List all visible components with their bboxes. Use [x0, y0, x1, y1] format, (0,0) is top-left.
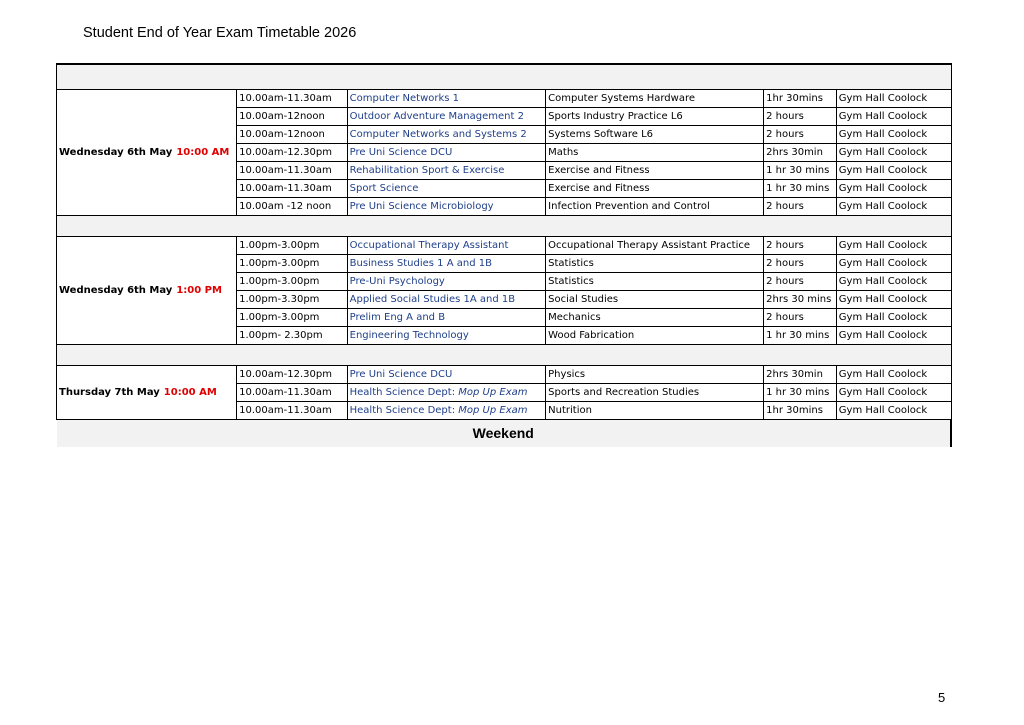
- module-cell: [347, 108, 546, 126]
- exam-location: Gym Hall Coolock: [836, 126, 951, 144]
- module-cell: [347, 327, 546, 345]
- exam-subject: Sports and Recreation Studies: [546, 384, 764, 402]
- exam-location: Gym Hall Coolock: [836, 144, 951, 162]
- module-name: Rehabilitation Sport & Exercise: [349, 165, 505, 176]
- exam-subject: Nutrition: [546, 402, 764, 420]
- exam-location: Gym Hall Coolock: [836, 108, 951, 126]
- exam-duration: 1 hr 30 mins: [764, 327, 837, 345]
- timetable-body: [57, 64, 952, 447]
- module-name: Computer Networks and Systems 2: [349, 129, 527, 140]
- exam-duration: 2 hours: [764, 309, 837, 327]
- spacer-cell: [57, 345, 952, 366]
- module-note: Mop Up Exam: [458, 405, 528, 416]
- exam-duration: 2hrs 30 mins: [764, 291, 837, 309]
- exam-duration: 2 hours: [764, 273, 837, 291]
- module-cell: [347, 90, 546, 108]
- exam-subject: Exercise and Fitness: [546, 180, 764, 198]
- exam-duration: 2 hours: [764, 255, 837, 273]
- exam-duration: 1 hr 30 mins: [764, 384, 837, 402]
- exam-time: 1.00pm-3.00pm: [237, 255, 348, 273]
- exam-duration: 1hr 30mins: [764, 402, 837, 420]
- module-name: Health Science Dept:: [349, 387, 459, 398]
- exam-subject: Exercise and Fitness: [546, 162, 764, 180]
- spacer-row: [57, 64, 952, 90]
- exam-location: Gym Hall Coolock: [836, 327, 951, 345]
- exam-location: Gym Hall Coolock: [836, 180, 951, 198]
- timetable-table: [56, 63, 952, 447]
- exam-time: 10.00am-12.30pm: [237, 366, 348, 384]
- exam-duration: 1 hr 30 mins: [764, 162, 837, 180]
- module-cell: [347, 126, 546, 144]
- day-label: Wednesday 6th May: [59, 147, 173, 158]
- module-name: Business Studies 1 A and 1B: [349, 258, 492, 269]
- exam-subject: Occupational Therapy Assistant Practice: [546, 237, 764, 255]
- module-cell: [347, 402, 546, 420]
- exam-subject: Computer Systems Hardware: [546, 90, 764, 108]
- exam-row: [57, 366, 952, 384]
- exam-time: 10.00am -12 noon: [237, 198, 348, 216]
- day-cell: [57, 366, 237, 420]
- exam-subject: Infection Prevention and Control: [546, 198, 764, 216]
- exam-time: 10.00am-11.30am: [237, 162, 348, 180]
- spacer-row: [57, 216, 952, 237]
- exam-row: [57, 90, 952, 108]
- exam-subject: Social Studies: [546, 291, 764, 309]
- module-name: Applied Social Studies 1A and 1B: [349, 294, 516, 305]
- module-name: Health Science Dept:: [349, 405, 459, 416]
- exam-timetable: [56, 63, 952, 447]
- day-label: Thursday 7th May: [59, 387, 160, 398]
- module-cell: [347, 309, 546, 327]
- exam-location: Gym Hall Coolock: [836, 273, 951, 291]
- module-cell: [347, 366, 546, 384]
- exam-location: Gym Hall Coolock: [836, 402, 951, 420]
- module-name: Engineering Technology: [349, 330, 469, 341]
- session-time: 10:00 AM: [163, 387, 217, 398]
- exam-time: 1.00pm-3.00pm: [237, 309, 348, 327]
- exam-subject: Statistics: [546, 273, 764, 291]
- module-name: Pre-Uni Psychology: [349, 276, 445, 287]
- exam-duration: 1hr 30mins: [764, 90, 837, 108]
- exam-time: 10.00am-11.30am: [237, 90, 348, 108]
- exam-location: Gym Hall Coolock: [836, 162, 951, 180]
- module-cell: [347, 144, 546, 162]
- module-cell: [347, 255, 546, 273]
- module-name: Sport Science: [349, 183, 419, 194]
- exam-subject: Statistics: [546, 255, 764, 273]
- module-name: Pre Uni Science Microbiology: [349, 201, 494, 212]
- module-cell: [347, 198, 546, 216]
- exam-subject: Sports Industry Practice L6: [546, 108, 764, 126]
- exam-time: 1.00pm-3.00pm: [237, 273, 348, 291]
- day-cell: [57, 237, 237, 345]
- exam-time: 1.00pm-3.00pm: [237, 237, 348, 255]
- exam-subject: Maths: [546, 144, 764, 162]
- spacer-row: [57, 345, 952, 366]
- module-name: Prelim Eng A and B: [349, 312, 446, 323]
- module-name: Pre Uni Science DCU: [349, 369, 453, 380]
- exam-location: Gym Hall Coolock: [836, 255, 951, 273]
- exam-time: 1.00pm-3.30pm: [237, 291, 348, 309]
- exam-time: 10.00am-11.30am: [237, 384, 348, 402]
- module-name: Computer Networks 1: [349, 93, 460, 104]
- exam-duration: 2 hours: [764, 237, 837, 255]
- exam-time: 10.00am-12.30pm: [237, 144, 348, 162]
- module-cell: [347, 384, 546, 402]
- module-name: Occupational Therapy Assistant: [349, 240, 509, 251]
- spacer-cell: [57, 64, 952, 90]
- exam-subject: Mechanics: [546, 309, 764, 327]
- module-name: Outdoor Adventure Management 2: [349, 111, 524, 122]
- exam-duration: 2hrs 30min: [764, 366, 837, 384]
- exam-subject: Systems Software L6: [546, 126, 764, 144]
- exam-time: 10.00am-12noon: [237, 108, 348, 126]
- module-cell: [347, 162, 546, 180]
- module-cell: [347, 273, 546, 291]
- exam-location: Gym Hall Coolock: [836, 309, 951, 327]
- module-cell: [347, 237, 546, 255]
- exam-location: Gym Hall Coolock: [836, 198, 951, 216]
- session-time: 1:00 PM: [176, 285, 222, 296]
- day-cell: [57, 90, 237, 216]
- exam-time: 1.00pm- 2.30pm: [237, 327, 348, 345]
- day-label: Wednesday 6th May: [59, 285, 173, 296]
- exam-location: Gym Hall Coolock: [836, 90, 951, 108]
- module-cell: [347, 180, 546, 198]
- document-title: Student End of Year Exam Timetable 2026: [83, 25, 357, 41]
- exam-location: Gym Hall Coolock: [836, 291, 951, 309]
- exam-duration: 1 hr 30 mins: [764, 180, 837, 198]
- exam-duration: 2 hours: [764, 126, 837, 144]
- exam-row: [57, 237, 952, 255]
- spacer-cell: [57, 216, 952, 237]
- exam-location: Gym Hall Coolock: [836, 237, 951, 255]
- exam-location: Gym Hall Coolock: [836, 384, 951, 402]
- weekend-label: Weekend: [57, 420, 952, 448]
- exam-duration: 2hrs 30min: [764, 144, 837, 162]
- exam-location: Gym Hall Coolock: [836, 366, 951, 384]
- exam-duration: 2 hours: [764, 108, 837, 126]
- page-number: 5: [938, 690, 946, 705]
- exam-time: 10.00am-11.30am: [237, 180, 348, 198]
- module-note: Mop Up Exam: [458, 387, 528, 398]
- module-cell: [347, 291, 546, 309]
- session-time: 10:00 AM: [176, 147, 230, 158]
- exam-subject: Wood Fabrication: [546, 327, 764, 345]
- exam-time: 10.00am-12noon: [237, 126, 348, 144]
- exam-subject: Physics: [546, 366, 764, 384]
- module-name: Pre Uni Science DCU: [349, 147, 453, 158]
- weekend-row: [57, 420, 952, 448]
- exam-time: 10.00am-11.30am: [237, 402, 348, 420]
- exam-duration: 2 hours: [764, 198, 837, 216]
